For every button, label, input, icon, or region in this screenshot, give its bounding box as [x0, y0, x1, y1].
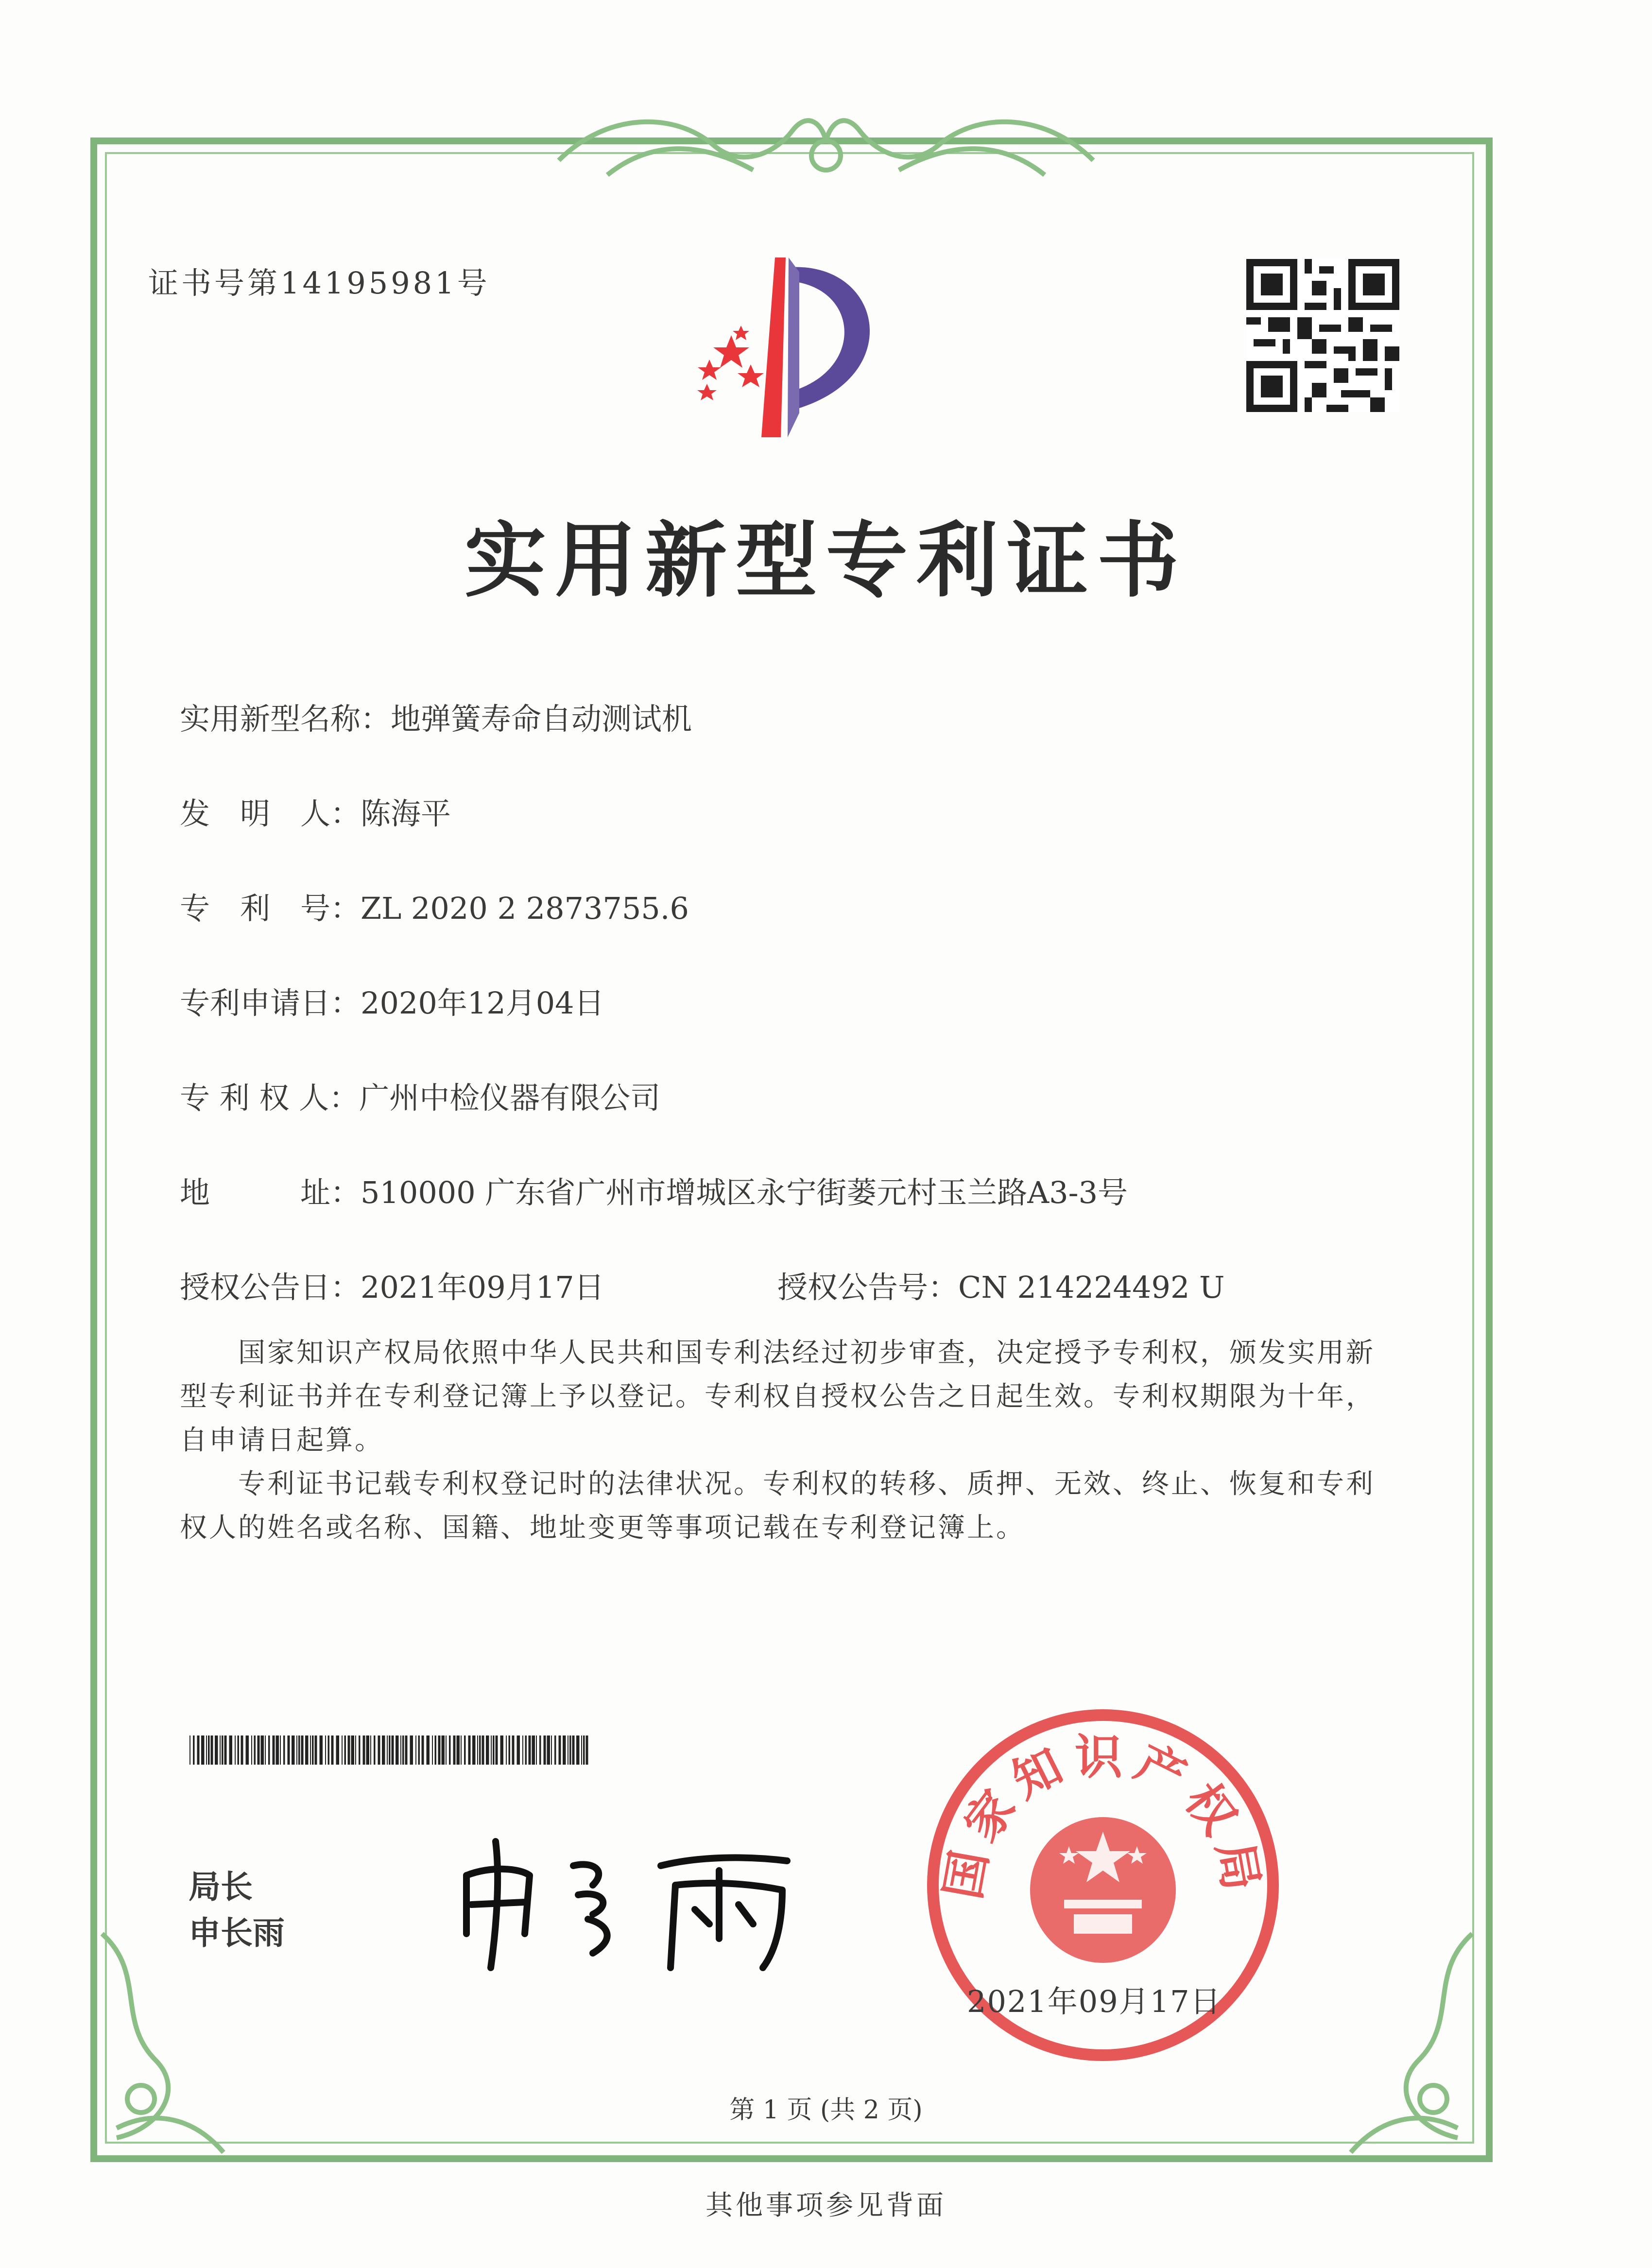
director-title: 局长: [189, 1868, 253, 1906]
body-paragraph: 专利证书记载专利权登记时的法律状况。专利权的转移、质押、无效、终止、恢复和专利权人的姓名或名称、国籍、地址变更等事项记载在专利登记簿上。: [180, 1468, 1375, 1544]
certificate-number: 证书号第14195981号: [148, 265, 490, 301]
body-paragraph: 国家知识产权局依照中华人民共和国专利法经过初步审查，决定授予专利权，颁发实用新型专利证书并在专利登记簿上予以登记。专利权自授权公告之日起生效。专利权期限为十年，自申请日起算。: [180, 1337, 1375, 1456]
page-indicator: 第 1 页 (共 2 页): [729, 2096, 923, 2125]
field-value: 510000 广东省广州市增城区永宁街蒌元村玉兰路A3-3号: [361, 1175, 1128, 1210]
field-value: 2021年09月17日: [361, 1270, 604, 1305]
field-patentee: [180, 1074, 660, 1117]
barcode-icon: [189, 1735, 593, 1765]
patent-office-logo-icon: [654, 253, 906, 437]
certificate-body: [180, 1331, 1375, 1550]
field-value: ZL 2020 2 2873755.6: [361, 891, 689, 926]
field-label: 专利申请日：: [180, 985, 361, 1021]
director-name: 申长雨: [189, 1914, 285, 1952]
field-label: 地 址：: [180, 1175, 361, 1210]
footer-note: 其他事项参见背面: [706, 2190, 946, 2221]
field-patent-number: [180, 884, 689, 928]
field-value: 广州中检仪器有限公司: [359, 1080, 661, 1116]
field-grant-date: [180, 1263, 604, 1306]
field-address: [180, 1168, 1128, 1212]
field-label: 授权公告日：: [180, 1270, 361, 1305]
field-label: 发 明 人：: [180, 796, 361, 831]
qr-code-icon: [1246, 259, 1399, 412]
field-label: 专 利 号：: [180, 891, 361, 926]
top-ornament-icon: [549, 102, 1103, 185]
field-value: CN 214224492 U: [958, 1270, 1225, 1305]
field-label: 授权公告号：: [777, 1270, 959, 1305]
certificate-title: 实用新型专利证书: [465, 512, 1187, 608]
field-announcement-number: [777, 1263, 1224, 1306]
field-inventor: [180, 790, 451, 833]
field-value: 2020年12月04日: [361, 985, 604, 1021]
field-value: 地弹簧寿命自动测试机: [391, 701, 692, 737]
field-label: 实用新型名称：: [180, 701, 391, 737]
field-label: 专 利 权 人：: [180, 1080, 360, 1116]
field-utility-model-name: [180, 695, 692, 738]
seal-date: 2021年09月17日: [967, 1984, 1222, 2019]
director-signature-icon: [447, 1822, 807, 1977]
seal-text: 国家知识产权局: [935, 1730, 1271, 1904]
field-application-date: [180, 979, 604, 1022]
field-value: 陈海平: [361, 796, 451, 831]
